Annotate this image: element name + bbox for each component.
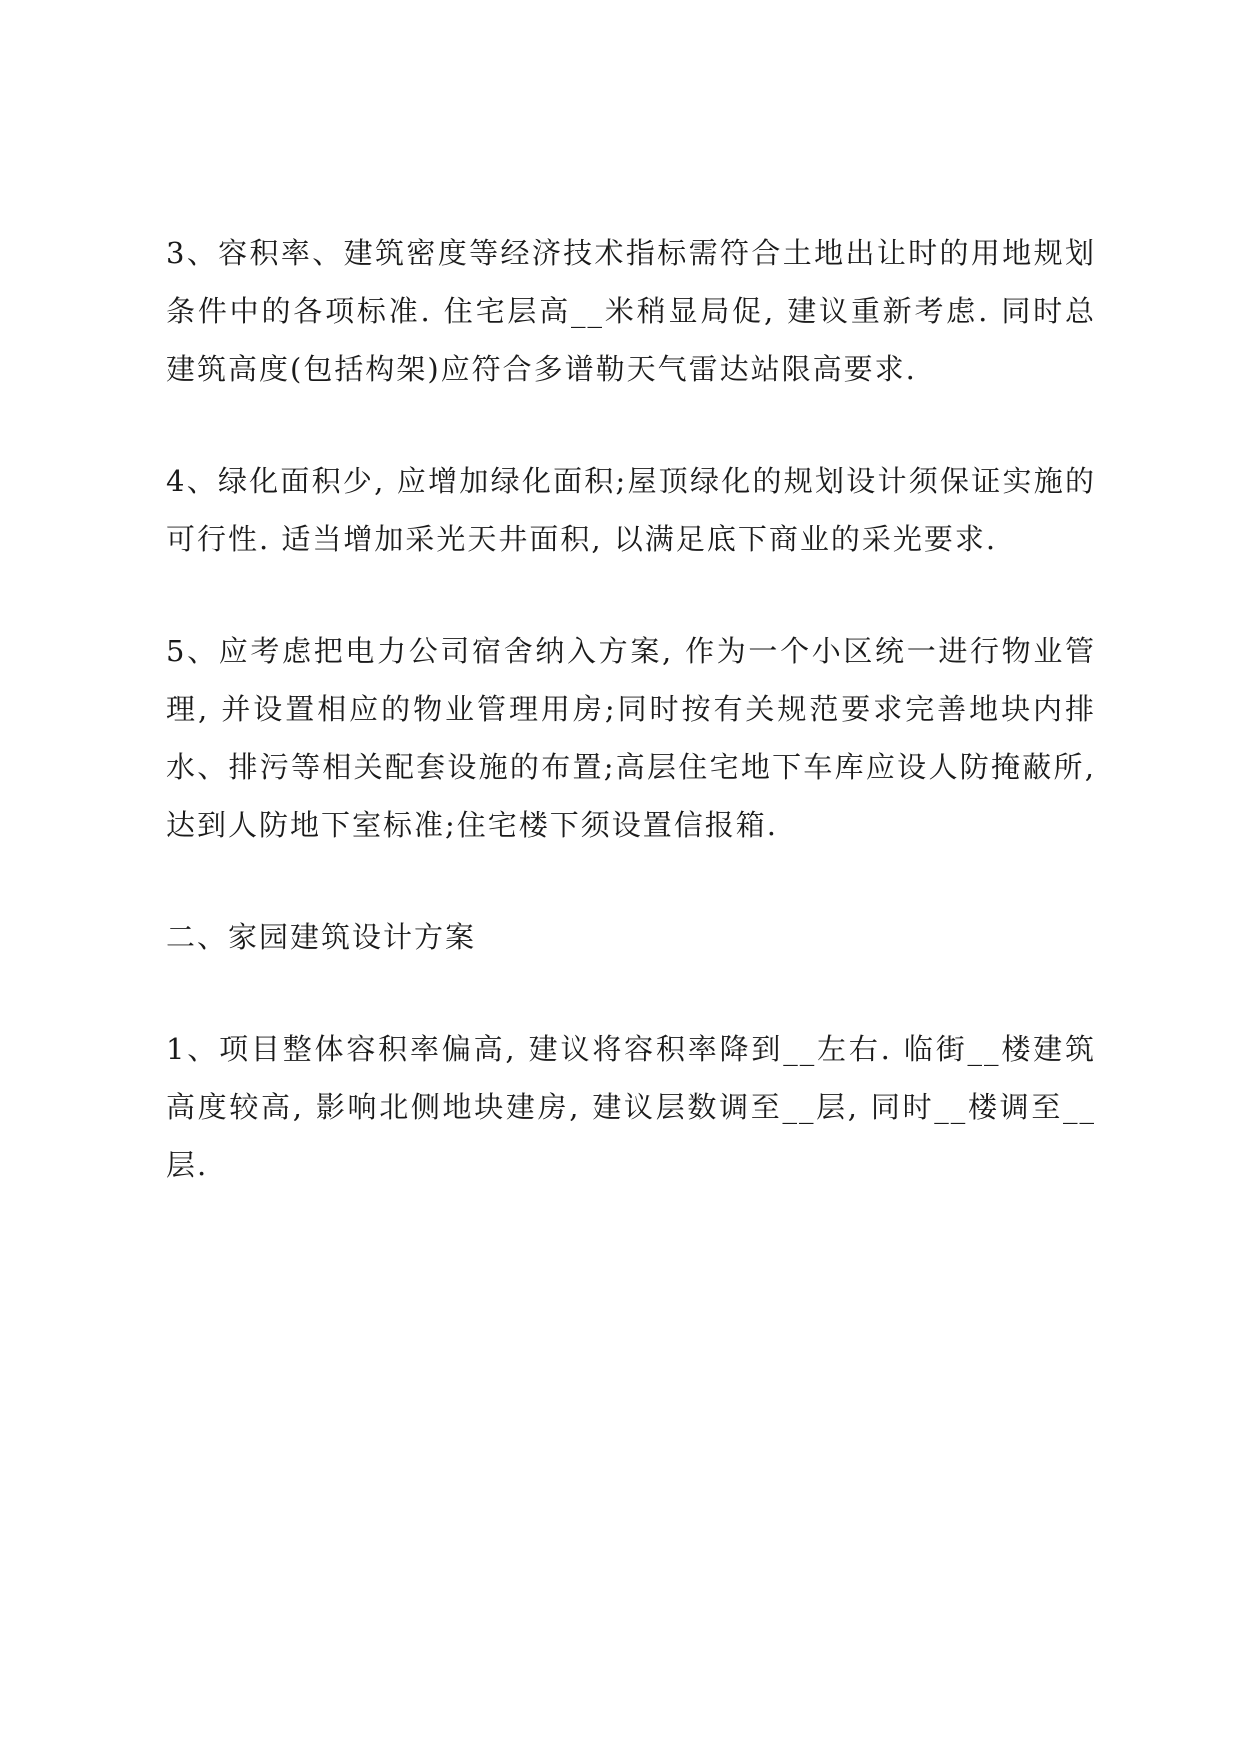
paragraph-item-1: 1、项目整体容积率偏高, 建议将容积率降到__左右. 临街__楼建筑高度较高, 影响北侧地块建房, 建议层数调至__层, 同时__楼调至__层.	[166, 1032, 1096, 1182]
section-heading: 二、家园建筑设计方案	[166, 920, 477, 954]
paragraph-item-5: 5、应考虑把电力公司宿舍纳入方案, 作为一个小区统一进行物业管理, 并设置相应的物业管理用房;同时按有关规范要求完善地块内排水、排污等相关配套设施的布置;高层住宅地下车库应设人防掩蔽所, 达到人防地下室标准;住宅楼下须设置信报箱.	[166, 634, 1096, 842]
paragraph-item-4: 4、绿化面积少, 应增加绿化面积;屋顶绿化的规划设计须保证实施的可行性. 适当增加采光天井面积, 以满足底下商业的采光要求.	[166, 464, 1096, 556]
paragraph-item-3: 3、容积率、建筑密度等经济技术指标需符合土地出让时的用地规划条件中的各项标准. 住宅层高__米稍显局促, 建议重新考虑. 同时总建筑高度(包括构架)应符合多谱勒天气雷达站限高要求.	[166, 236, 1096, 386]
document-body	[166, 224, 1096, 1194]
